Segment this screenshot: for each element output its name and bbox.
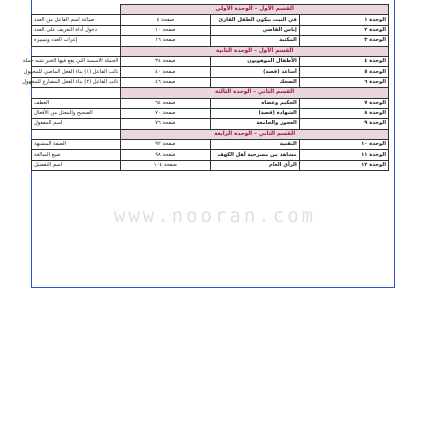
- watermark: www.nooran.com: [113, 205, 317, 227]
- grammar-cell: نائب الفاعل (١) بناء الفعل الماضي للمجهول: [32, 67, 121, 77]
- unit-cell: الوحدة ٣: [299, 36, 388, 46]
- table-row: [32, 140, 389, 150]
- unit-cell: الوحدة ٨: [299, 108, 388, 118]
- unit-cell: الوحدة ١١: [299, 150, 388, 160]
- unit-cell: الوحدة ٤: [299, 56, 388, 66]
- table-row: [32, 98, 389, 108]
- grammar-cell: الصحيح والمعتل من الأفعال: [32, 108, 121, 118]
- grammar-cell: اسم المفعول: [32, 119, 121, 129]
- table-row: [32, 77, 389, 87]
- title-cell: الأطفال الموهوبون: [210, 56, 299, 66]
- page-cell: صفحة ٤٦: [121, 77, 210, 87]
- page-cell: صفحة ٦٤: [121, 98, 210, 108]
- page-cell: صفحة ٩٢: [121, 140, 210, 150]
- grammar-cell: الصفة المشبهة: [32, 140, 121, 150]
- section-header-row: [32, 88, 389, 98]
- grammar-cell: صيغ المبالغة: [32, 150, 121, 160]
- page-cell: صفحة ٩٨: [121, 150, 210, 160]
- title-cell: المكتبة: [210, 36, 299, 46]
- section-header-blank: [32, 46, 121, 56]
- title-cell: أساعد (قصة): [210, 67, 299, 77]
- section-header-row: [32, 5, 389, 15]
- table-row: [32, 25, 389, 35]
- section-header: القسم الثاني – الوحدة الرابعة: [121, 129, 389, 139]
- unit-cell: الوحدة ٥: [299, 67, 388, 77]
- grammar-cell: الجملة الاسمية التي يقع فيها الخبر شبه جملة: [32, 56, 121, 66]
- table-row: [32, 108, 389, 118]
- table-row: [32, 119, 389, 129]
- grammar-cell: إعراب العدد وتمييزه: [32, 36, 121, 46]
- grammar-cell: اسم التفضيل: [32, 160, 121, 170]
- section-header: القسم الثاني – الوحدة الثالثة: [121, 88, 389, 98]
- title-cell: العجوز والجامعة: [210, 119, 299, 129]
- table-row: [32, 56, 389, 66]
- table-row: [32, 160, 389, 170]
- page-cell: صفحة ٣٤: [121, 56, 210, 66]
- title-cell: التقنية: [210, 140, 299, 150]
- title-cell: الضحك: [210, 77, 299, 87]
- unit-cell: الوحدة ١: [299, 15, 388, 25]
- title-cell: إياس القاضي: [210, 25, 299, 35]
- section-header-blank: [32, 5, 121, 15]
- title-cell: مشاهد من مسرحية أهل الكهف: [210, 150, 299, 160]
- table-row: [32, 15, 389, 25]
- section-header-blank: [32, 129, 121, 139]
- contents-table: [22, 4, 389, 171]
- title-cell: الحكيم وعصاه: [210, 98, 299, 108]
- unit-cell: الوحدة ٧: [299, 98, 388, 108]
- page-cell: صفحة ٧٠: [121, 108, 210, 118]
- section-header: القسم الأول – الوحدة الثانية: [121, 46, 389, 56]
- title-cell: في البيت يتكون الطفل القارئ: [210, 15, 299, 25]
- section-header: القسم الأول – الوحدة الأولى: [121, 5, 389, 15]
- page-cell: صفحة ١٠: [121, 25, 210, 35]
- unit-cell: الوحدة ١٢: [299, 160, 388, 170]
- title-cell: الشهادة (قصة): [210, 108, 299, 118]
- grammar-cell: صياغة اسم الفاعل من العدد: [32, 15, 121, 25]
- section-header-row: [32, 129, 389, 139]
- unit-cell: الوحدة ١٠: [299, 140, 388, 150]
- unit-cell: الوحدة ٢: [299, 25, 388, 35]
- page-cell: صفحة ١٦: [121, 36, 210, 46]
- table-row: [32, 67, 389, 77]
- table-row: [32, 150, 389, 160]
- unit-cell: الوحدة ٩: [299, 119, 388, 129]
- page-cell: صفحة ١٠٤: [121, 160, 210, 170]
- section-header-row: [32, 46, 389, 56]
- page-cell: صفحة ٤٠: [121, 67, 210, 77]
- page-cell: صفحة ٧٦: [121, 119, 210, 129]
- page-cell: صفحة ٤: [121, 15, 210, 25]
- grammar-cell: نائب الفاعل (٢) بناء الفعل المضارع للمجهول: [32, 77, 121, 87]
- grammar-cell: دخول أداة التعريف على العدد: [32, 25, 121, 35]
- unit-cell: الوحدة ٦: [299, 77, 388, 87]
- title-cell: الرأي العام: [210, 160, 299, 170]
- table-row: [32, 36, 389, 46]
- grammar-cell: العطف: [32, 98, 121, 108]
- section-header-blank: [32, 88, 121, 98]
